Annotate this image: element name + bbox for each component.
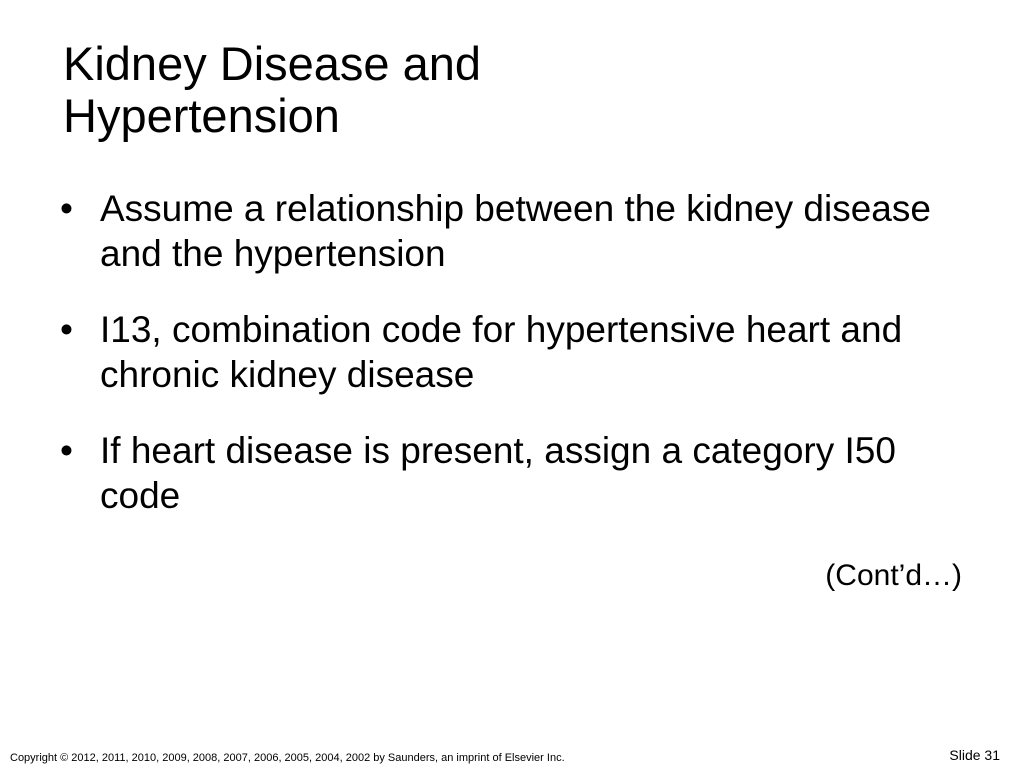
continued-label: (Cont’d…) xyxy=(825,559,962,592)
copyright-footer: Copyright © 2012, 2011, 2010, 2009, 2008, 2007, 2006, 2005, 2004, 2002 by Saunders, an imprint of Elsevier Inc. xyxy=(10,752,565,764)
bullet-item xyxy=(60,428,980,518)
bullet-marker: • xyxy=(60,309,73,350)
bullet-marker: • xyxy=(60,430,73,471)
bullet-item xyxy=(60,307,980,397)
bullet-text: I13, combination code for hypertensive heart and chronic kidney disease xyxy=(100,309,903,395)
bullet-item xyxy=(60,186,980,276)
bullet-list xyxy=(60,186,980,549)
bullet-marker: • xyxy=(60,188,73,229)
bullet-text: If heart disease is present, assign a category I50 code xyxy=(100,430,896,516)
slide-title: Kidney Disease and Hypertension xyxy=(63,37,482,142)
slide-number: Slide 31 xyxy=(949,747,1000,763)
bullet-text: Assume a relationship between the kidney disease and the hypertension xyxy=(100,188,931,274)
